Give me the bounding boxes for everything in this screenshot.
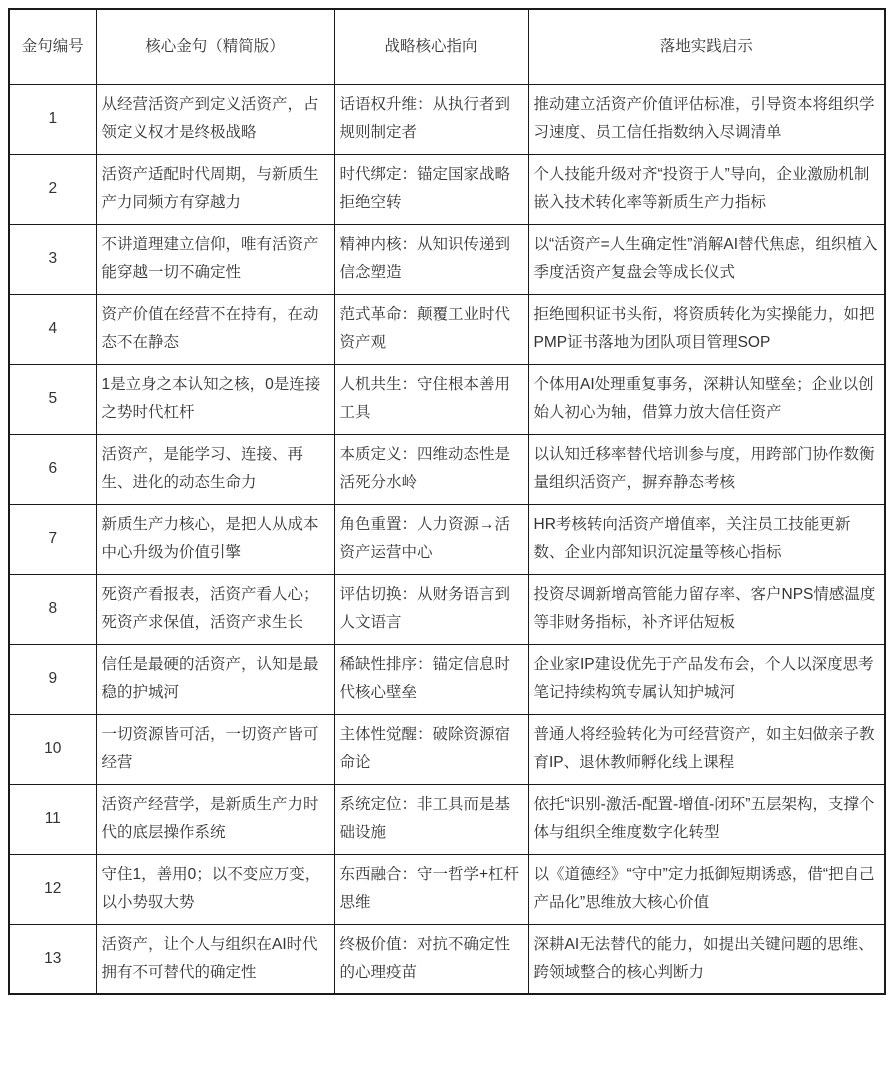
practice-insight-cell: 普通人将经验转化为可经营资产，如主妇做亲子教育IP、退休教师孵化线上课程 [528, 714, 885, 784]
core-sentence-cell: 不讲道理建立信仰，唯有活资产能穿越一切不确定性 [96, 224, 334, 294]
practice-insight-cell: 个人技能升级对齐“投资于人”导向，企业激励机制嵌入技术转化率等新质生产力指标 [528, 154, 885, 224]
practice-insight-cell: 以“活资产=人生确定性”消解AI替代焦虑，组织植入季度活资产复盘会等成长仪式 [528, 224, 885, 294]
strategy-direction-cell: 本质定义：四维动态性是活死分水岭 [334, 434, 528, 504]
table-row [9, 644, 885, 714]
strategy-direction-cell: 主体性觉醒：破除资源宿命论 [334, 714, 528, 784]
column-header-practice-insight: 落地实践启示 [528, 9, 885, 84]
table-row [9, 714, 885, 784]
table-row [9, 924, 885, 994]
core-sentence-cell: 守住1，善用0；以不变应万变，以小势驭大势 [96, 854, 334, 924]
strategy-direction-cell: 时代绑定：锚定国家战略拒绝空转 [334, 154, 528, 224]
core-sentence-cell: 活资产，是能学习、连接、再生、进化的动态生命力 [96, 434, 334, 504]
table-row [9, 224, 885, 294]
row-number-cell: 7 [9, 504, 96, 574]
table-row [9, 294, 885, 364]
table-body [9, 84, 885, 994]
row-number-cell: 1 [9, 84, 96, 154]
core-sentence-cell: 信任是最硬的活资产，认知是最稳的护城河 [96, 644, 334, 714]
row-number-cell: 3 [9, 224, 96, 294]
row-number-cell: 6 [9, 434, 96, 504]
strategy-direction-cell: 终极价值：对抗不确定性的心理疫苗 [334, 924, 528, 994]
row-number-cell: 8 [9, 574, 96, 644]
core-sentence-cell: 资产价值在经营不在持有，在动态不在静态 [96, 294, 334, 364]
row-number-cell: 9 [9, 644, 96, 714]
practice-insight-cell: 企业家IP建设优先于产品发布会，个人以深度思考笔记持续构筑专属认知护城河 [528, 644, 885, 714]
core-sentence-cell: 死资产看报表，活资产看人心；死资产求保值，活资产求生长 [96, 574, 334, 644]
strategy-direction-cell: 系统定位：非工具而是基础设施 [334, 784, 528, 854]
practice-insight-cell: 推动建立活资产价值评估标准，引导资本将组织学习速度、员工信任指数纳入尽调清单 [528, 84, 885, 154]
strategy-direction-cell: 稀缺性排序：锚定信息时代核心壁垒 [334, 644, 528, 714]
core-sentence-cell: 一切资源皆可活，一切资产皆可经营 [96, 714, 334, 784]
core-sentence-cell: 从经营活资产到定义活资产，占领定义权才是终极战略 [96, 84, 334, 154]
practice-insight-cell: HR考核转向活资产增值率，关注员工技能更新数、企业内部知识沉淀量等核心指标 [528, 504, 885, 574]
practice-insight-cell: 投资尽调新增高管能力留存率、客户NPS情感温度等非财务指标，补齐评估短板 [528, 574, 885, 644]
golden-sentences-table [8, 8, 886, 995]
column-header-strategy-direction: 战略核心指向 [334, 9, 528, 84]
core-sentence-cell: 新质生产力核心，是把人从成本中心升级为价值引擎 [96, 504, 334, 574]
practice-insight-cell: 拒绝囤积证书头衔，将资质转化为实操能力，如把PMP证书落地为团队项目管理SOP [528, 294, 885, 364]
practice-insight-cell: 依托“识别-激活-配置-增值-闭环”五层架构，支撑个体与组织全维度数字化转型 [528, 784, 885, 854]
strategy-direction-cell: 范式革命：颠覆工业时代资产观 [334, 294, 528, 364]
row-number-cell: 5 [9, 364, 96, 434]
column-header-core-sentence: 核心金句（精简版） [96, 9, 334, 84]
header-row [9, 9, 885, 84]
practice-insight-cell: 以认知迁移率替代培训参与度，用跨部门协作数衡量组织活资产，摒弃静态考核 [528, 434, 885, 504]
row-number-cell: 10 [9, 714, 96, 784]
strategy-direction-cell: 东西融合：守一哲学+杠杆思维 [334, 854, 528, 924]
table-row [9, 434, 885, 504]
row-number-cell: 2 [9, 154, 96, 224]
table-row [9, 504, 885, 574]
practice-insight-cell: 深耕AI无法替代的能力，如提出关键问题的思维、跨领域整合的核心判断力 [528, 924, 885, 994]
table-row [9, 574, 885, 644]
strategy-direction-cell: 评估切换：从财务语言到人文语言 [334, 574, 528, 644]
table-row [9, 854, 885, 924]
strategy-direction-cell: 精神内核：从知识传递到信念塑造 [334, 224, 528, 294]
row-number-cell: 12 [9, 854, 96, 924]
strategy-direction-cell: 人机共生：守住根本善用工具 [334, 364, 528, 434]
table-row [9, 364, 885, 434]
row-number-cell: 4 [9, 294, 96, 364]
strategy-direction-cell: 话语权升维：从执行者到规则制定者 [334, 84, 528, 154]
strategy-direction-cell: 角色重置：人力资源→活资产运营中心 [334, 504, 528, 574]
table-row [9, 84, 885, 154]
core-sentence-cell: 活资产，让个人与组织在AI时代拥有不可替代的确定性 [96, 924, 334, 994]
row-number-cell: 13 [9, 924, 96, 994]
table-row [9, 784, 885, 854]
core-sentence-cell: 1是立身之本认知之核，0是连接之势时代杠杆 [96, 364, 334, 434]
row-number-cell: 11 [9, 784, 96, 854]
core-sentence-cell: 活资产适配时代周期，与新质生产力同频方有穿越力 [96, 154, 334, 224]
practice-insight-cell: 以《道德经》“守中”定力抵御短期诱惑，借“把自己产品化”思维放大核心价值 [528, 854, 885, 924]
core-sentence-cell: 活资产经营学，是新质生产力时代的底层操作系统 [96, 784, 334, 854]
table-row [9, 154, 885, 224]
column-header-sentence-number: 金句编号 [9, 9, 96, 84]
practice-insight-cell: 个体用AI处理重复事务，深耕认知壁垒；企业以创始人初心为轴，借算力放大信任资产 [528, 364, 885, 434]
